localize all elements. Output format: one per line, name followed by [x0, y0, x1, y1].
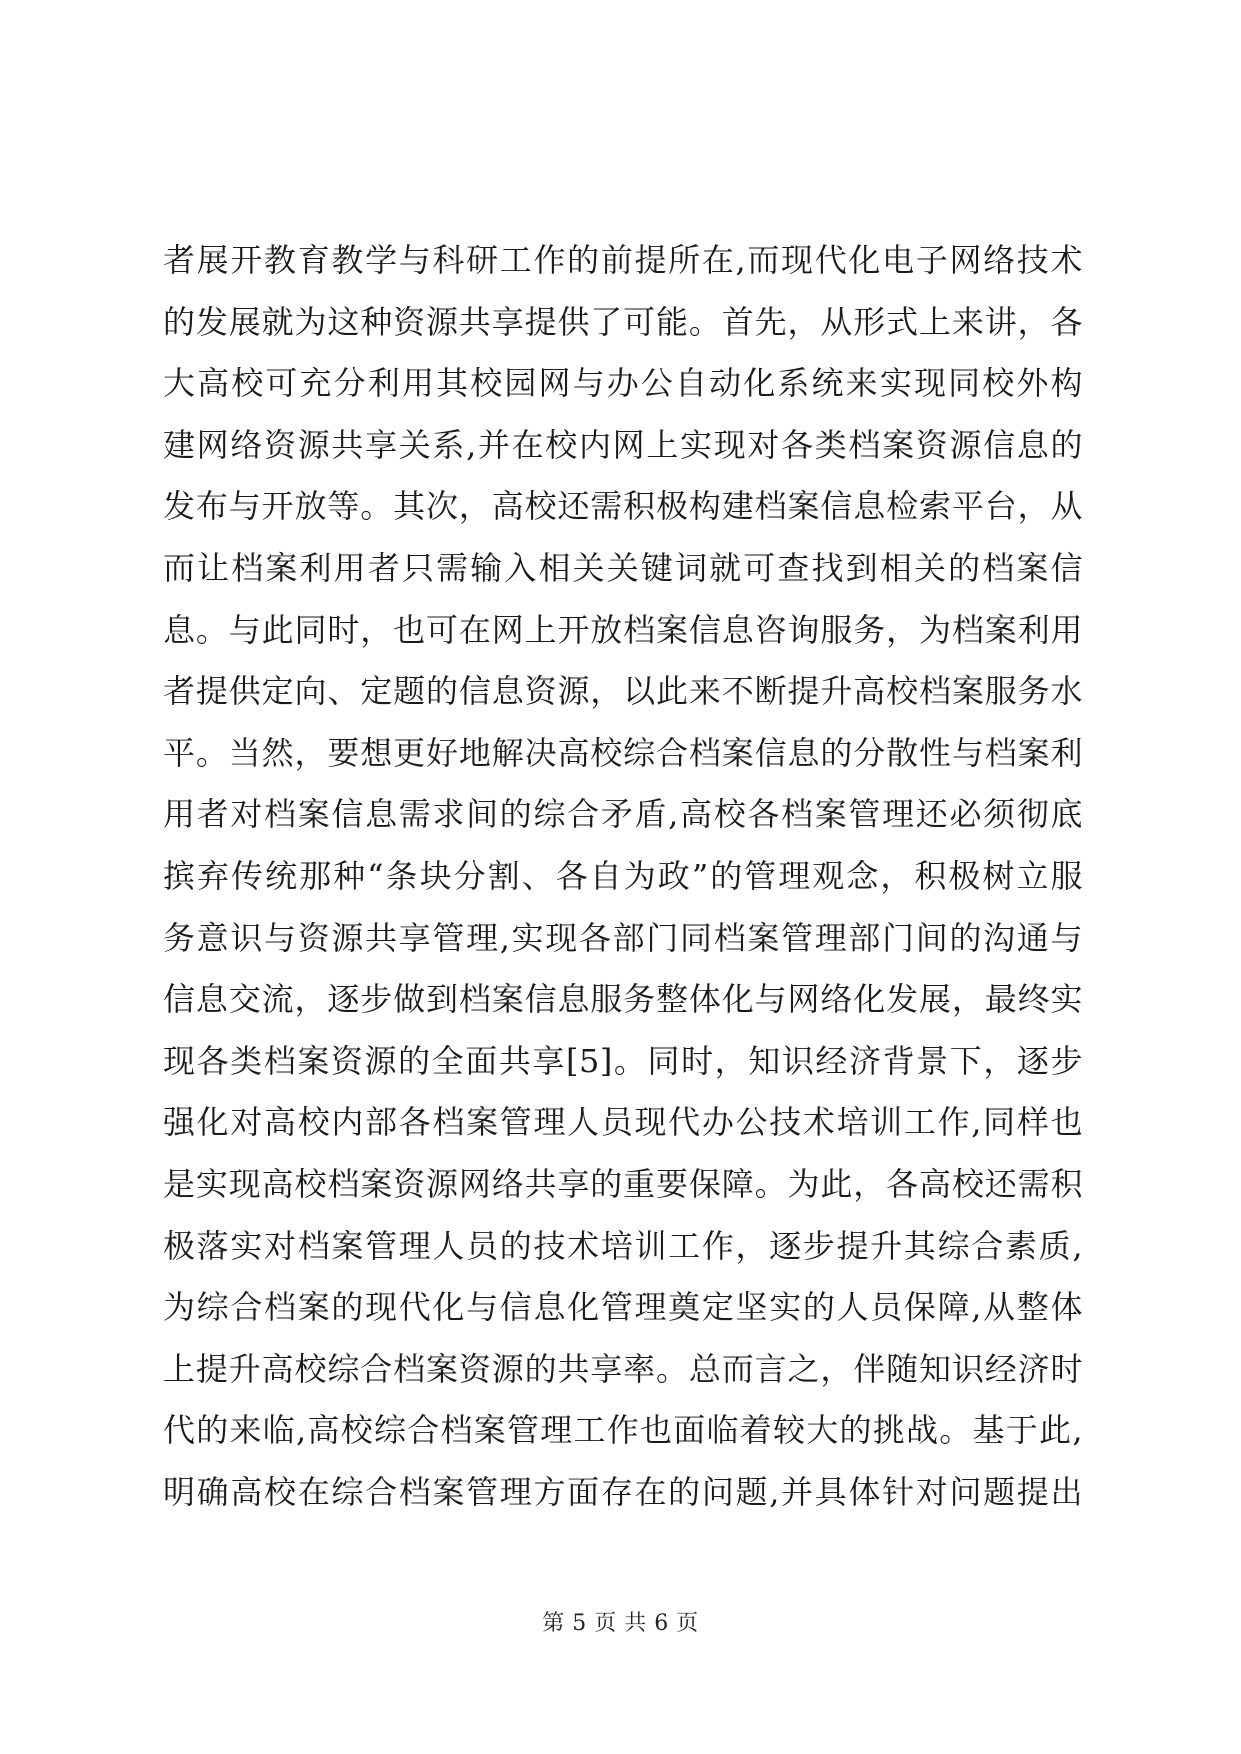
- text-line: 者展开教育教学与科研工作的前提所在,而现代化电子网络技术: [163, 241, 1083, 279]
- text-line: 极落实对档案管理人员的技术培训工作，逐步提升其综合素质,: [163, 1226, 1083, 1265]
- text-line: 强化对高校内部各档案管理人员现代办公技术培训工作,同样也: [163, 1103, 1083, 1142]
- text-line: 平。当然，要想更好地解决高校综合档案信息的分散性与档案利: [163, 733, 1083, 772]
- text-line: 为综合档案的现代化与信息化管理奠定坚实的人员保障,从整体: [163, 1288, 1083, 1327]
- text-line: 发布与开放等。其次，高校还需积极构建档案信息检索平台，从: [163, 487, 1083, 526]
- text-line: 务意识与资源共享管理,实现各部门同档案管理部门间的沟通与: [163, 918, 1083, 957]
- text-line: 明确高校在综合档案管理方面存在的问题,并具体针对问题提出: [163, 1472, 1083, 1511]
- text-line: 息。与此同时，也可在网上开放档案信息咨询服务，为档案利用: [163, 610, 1083, 649]
- text-line: 上提升高校综合档案资源的共享率。总而言之，伴随知识经济时: [163, 1349, 1083, 1388]
- text-line: 者提供定向、定题的信息资源，以此来不断提升高校档案服务水: [163, 672, 1083, 711]
- text-line: 用者对档案信息需求间的综合矛盾,高校各档案管理还必须彻底: [163, 795, 1083, 834]
- text-line: 代的来临,高校综合档案管理工作也面临着较大的挑战。基于此,: [163, 1411, 1083, 1450]
- text-line: 摈弃传统那种“条块分割、各自为政”的管理观念，积极树立服: [163, 856, 1083, 895]
- text-line: 信息交流，逐步做到档案信息服务整体化与网络化发展，最终实: [163, 980, 1083, 1019]
- text-line: 是实现高校档案资源网络共享的重要保障。为此，各高校还需积: [163, 1164, 1083, 1203]
- body-paragraph: [163, 230, 1083, 1523]
- text-line: 建网络资源共享关系,并在校内网上实现对各类档案资源信息的: [163, 425, 1083, 464]
- text-line: 现各类档案资源的全面共享[5]。同时，知识经济背景下，逐步: [163, 1041, 1083, 1080]
- page-number-footer: 第 5 页 共 6 页: [542, 1611, 699, 1636]
- text-line: 大高校可充分利用其校园网与办公自动化系统来实现同校外构: [163, 364, 1083, 403]
- text-line: 的发展就为这种资源共享提供了可能。首先，从形式上来讲，各: [163, 302, 1083, 341]
- text-line: 而让档案利用者只需输入相关关键词就可查找到相关的档案信: [163, 548, 1083, 587]
